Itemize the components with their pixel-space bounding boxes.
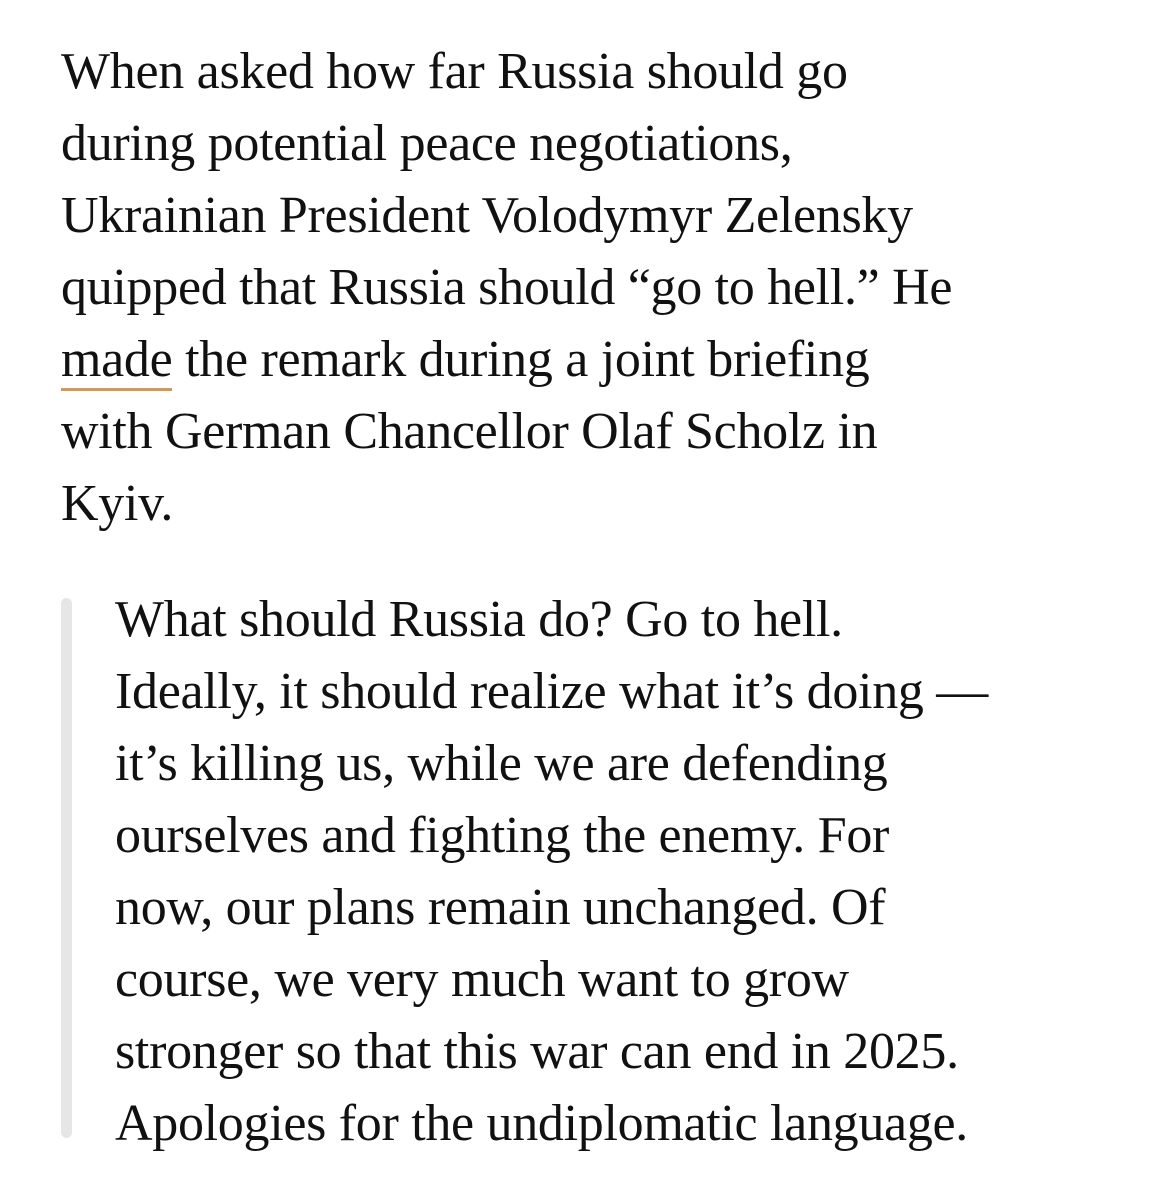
quote-line: it’s killing us, while we are defending [115, 735, 888, 792]
quote-line: now, our plans remain unchanged. Of [115, 879, 886, 936]
made-link[interactable]: made [61, 331, 172, 391]
paragraph-line: with German Chancellor Olaf Scholz in [61, 403, 878, 460]
quote-line: ourselves and fighting the enemy. For [115, 807, 890, 864]
blockquote-bar [61, 598, 72, 1138]
quote-line: Ideally, it should realize what it’s doing — [115, 663, 989, 720]
blockquote [61, 591, 1131, 1152]
paragraph-line: Kyiv. [61, 475, 174, 532]
quote-line: stronger so that this war can end in 2025. [115, 1023, 959, 1080]
quote-line: What should Russia do? Go to hell. [115, 591, 843, 648]
paragraph-line: during potential peace negotiations, [61, 115, 793, 172]
article-paragraph [61, 36, 1131, 540]
blockquote-text [115, 584, 988, 1160]
paragraph-line: quipped that Russia should “go to hell.” He [61, 259, 953, 316]
paragraph-line [61, 324, 1131, 396]
quote-line: course, we very much want to grow [115, 951, 849, 1008]
paragraph-line: Ukrainian President Volodymyr Zelensky [61, 187, 913, 244]
quote-line: Apologies for the undiplomatic language. [115, 1095, 969, 1152]
article-body [61, 36, 1131, 540]
paragraph-line-rest: the remark during a joint briefing [172, 331, 870, 388]
paragraph-line: When asked how far Russia should go [61, 43, 848, 100]
